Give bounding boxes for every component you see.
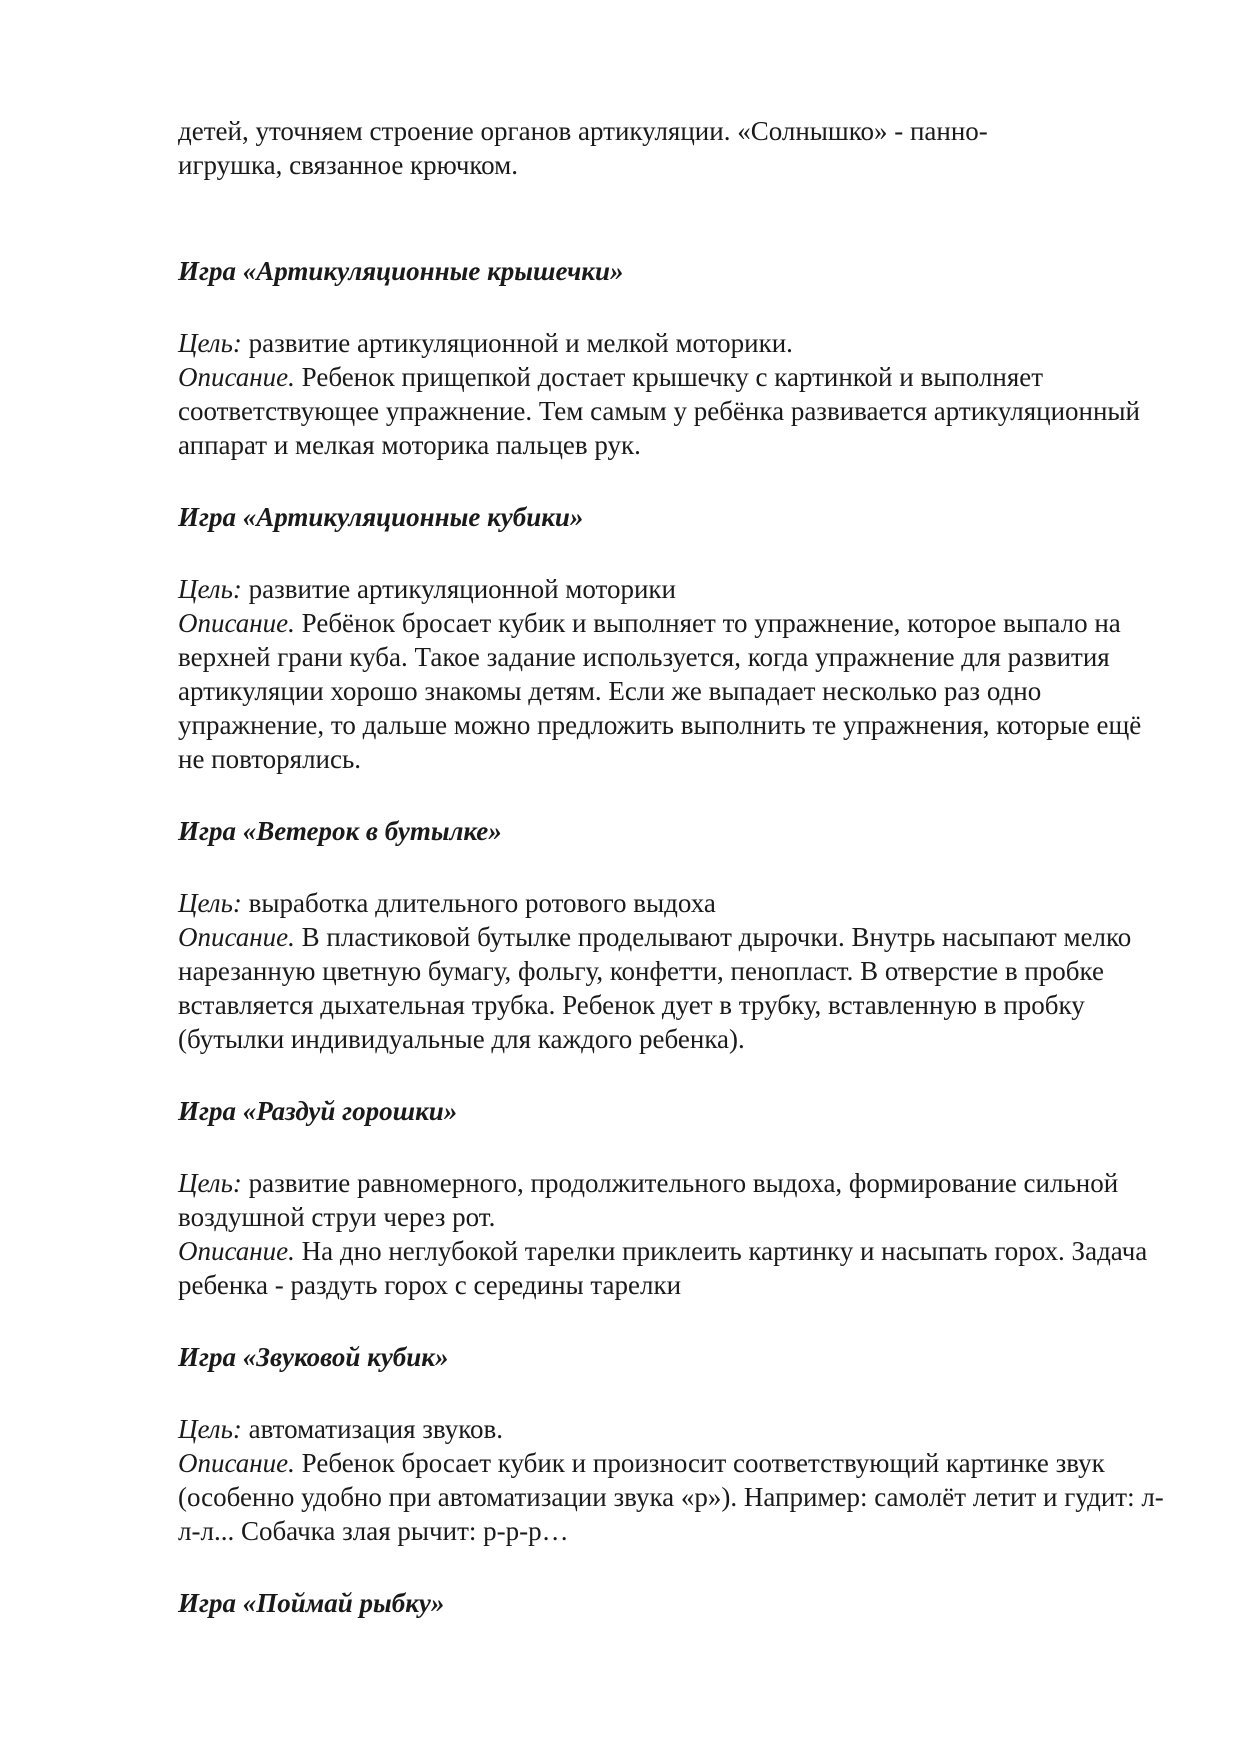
game-title: Игра «Артикуляционные крышечки» — [178, 256, 624, 286]
description-label: Описание. — [178, 1448, 295, 1478]
game-title: Игра «Ветерок в бутылке» — [178, 816, 502, 846]
goal-label: Цель: — [178, 1168, 242, 1198]
description-text: Ребёнок бросает кубик и выполняет то упражнение, которое выпало на верхней грани куба. Такое задание используется, когда упражнение для развития артикуляции хорошо знакомы детям. Если же выпадает несколько раз одно упражнение, то дальше можно предложить выполнить те упражнения, которые ещё не повторялись. — [178, 608, 1142, 774]
game-title: Игра «Звуковой кубик» — [178, 1342, 449, 1372]
intro-text — [178, 114, 1168, 182]
game-goal — [178, 886, 1168, 920]
game-title: Игра «Раздуй горошки» — [178, 1096, 458, 1126]
game-goal — [178, 1166, 1168, 1234]
goal-label: Цель: — [178, 574, 242, 604]
goal-text: развитие артикуляционной и мелкой моторики. — [248, 328, 793, 358]
goal-text: развитие артикуляционной моторики — [248, 574, 676, 604]
game-description — [178, 920, 1168, 1056]
goal-label: Цель: — [178, 328, 242, 358]
document-page — [178, 114, 1168, 1620]
game-title: Игра «Артикуляционные кубики» — [178, 502, 584, 532]
description-label: Описание. — [178, 362, 295, 392]
game-goal — [178, 572, 1168, 606]
goal-text: выработка длительного ротового выдоха — [248, 888, 716, 918]
game-description — [178, 1234, 1168, 1302]
description-label: Описание. — [178, 922, 295, 952]
goal-text: развитие равномерного, продолжительного выдоха, формирование сильной воздушной струи через рот. — [178, 1168, 1119, 1232]
description-text: Ребенок бросает кубик и произносит соответствующий картинке звук (особенно удобно при автоматизации звука «р»). Например: самолёт летит и гудит: л-л-л... Собачка злая рычит: р-р-р… — [178, 1448, 1164, 1546]
intro-line-2: игрушка, связанное крючком. — [178, 150, 518, 180]
description-label: Описание. — [178, 608, 295, 638]
description-text: Ребенок прищепкой достает крышечку с картинкой и выполняет соответствующее упражнение. Тем самым у ребёнка развивается артикуляционный аппарат и мелкая моторика пальцев рук. — [178, 362, 1141, 460]
game-description — [178, 606, 1168, 776]
game-goal — [178, 1412, 1168, 1446]
goal-text: автоматизация звуков. — [248, 1414, 504, 1444]
intro-line-1: детей, уточняем строение органов артикуляции. «Солнышко» - панно- — [178, 116, 988, 146]
game-goal — [178, 326, 1168, 360]
description-text: В пластиковой бутылке проделывают дырочки. Внутрь насыпают мелко нарезанную цветную бумагу, фольгу, конфетти, пенопласт. В отверстие в пробке вставляется дыхательная трубка. Ребенок дует в трубку, вставленную в пробку (бутылки индивидуальные для каждого ребенка). — [178, 922, 1132, 1054]
description-label: Описание. — [178, 1236, 295, 1266]
game-description — [178, 1446, 1168, 1548]
goal-label: Цель: — [178, 1414, 242, 1444]
game-title: Игра «Поймай рыбку» — [178, 1588, 445, 1618]
goal-label: Цель: — [178, 888, 242, 918]
description-text: На дно неглубокой тарелки приклеить картинку и насыпать горох. Задача ребенка - раздуть горох с середины тарелки — [178, 1236, 1148, 1300]
game-description — [178, 360, 1168, 462]
